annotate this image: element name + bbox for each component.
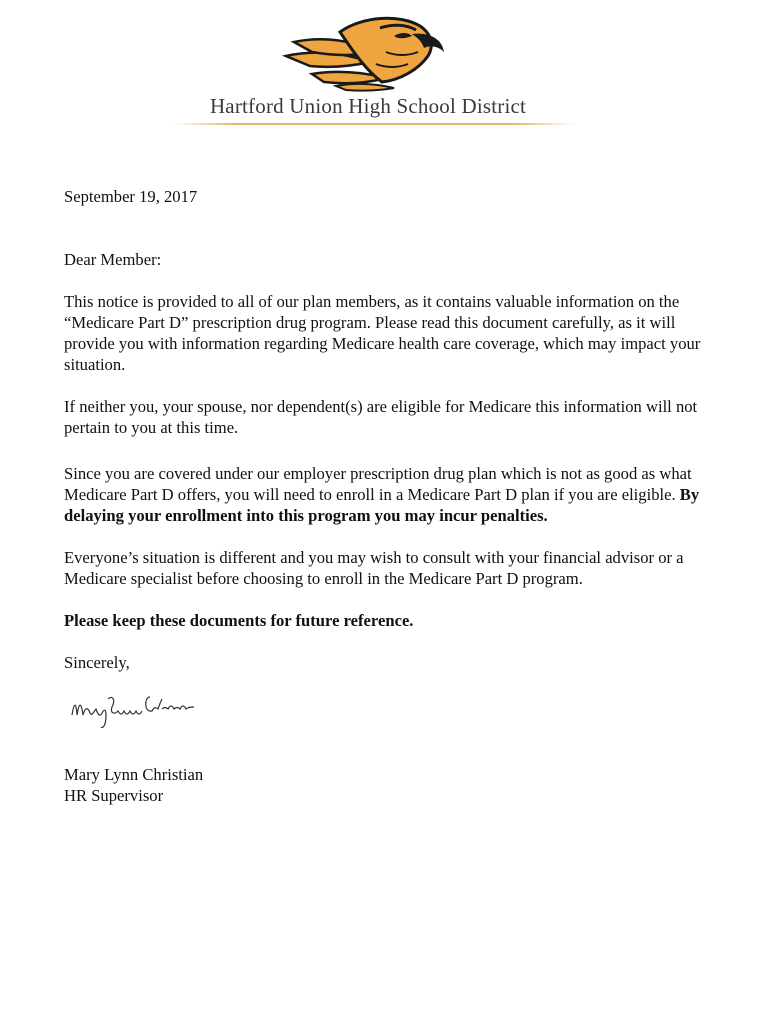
signer-name: Mary Lynn Christian xyxy=(64,765,204,784)
paragraph-notice: This notice is provided to all of our plan members, as it contains valuable information on the “Medicare Part D” prescription drug program. Please read this document carefully, as it will provide you with information regarding Medicare health care coverage, which may impact your situation. xyxy=(64,292,701,374)
letter-date: September 19, 2017 xyxy=(64,187,198,206)
handwritten-signature xyxy=(68,689,198,733)
paragraph-eligibility: If neither you, your spouse, nor dependent(s) are eligible for Medicare this information will not pertain to you at this time. xyxy=(64,397,698,437)
paragraph-coverage xyxy=(64,463,714,526)
letter-body xyxy=(64,186,714,806)
paragraph-consult: Everyone’s situation is different and you may wish to consult with your financial advisor or a Medicare specialist before choosing to enroll in the Medicare Part D program. xyxy=(64,548,684,588)
signer-title: HR Supervisor xyxy=(64,786,164,805)
letterhead-rule xyxy=(172,123,575,126)
penalty-warning: By delaying your enrollment into this program you may incur penalties. xyxy=(64,485,700,525)
salutation: Dear Member: xyxy=(64,250,162,269)
letterhead xyxy=(0,0,770,140)
closing: Sincerely, xyxy=(64,653,130,672)
keep-notice: Please keep these documents for future reference. xyxy=(64,611,414,630)
district-name: Hartford Union High School District xyxy=(209,94,527,118)
hawk-head-icon xyxy=(282,12,447,92)
paragraph-coverage-text: Since you are covered under our employer prescription drug plan which is not as good as what Medicare Part D offers, you will need to enroll in a Medicare Part D plan if you are eligible. xyxy=(64,464,692,504)
